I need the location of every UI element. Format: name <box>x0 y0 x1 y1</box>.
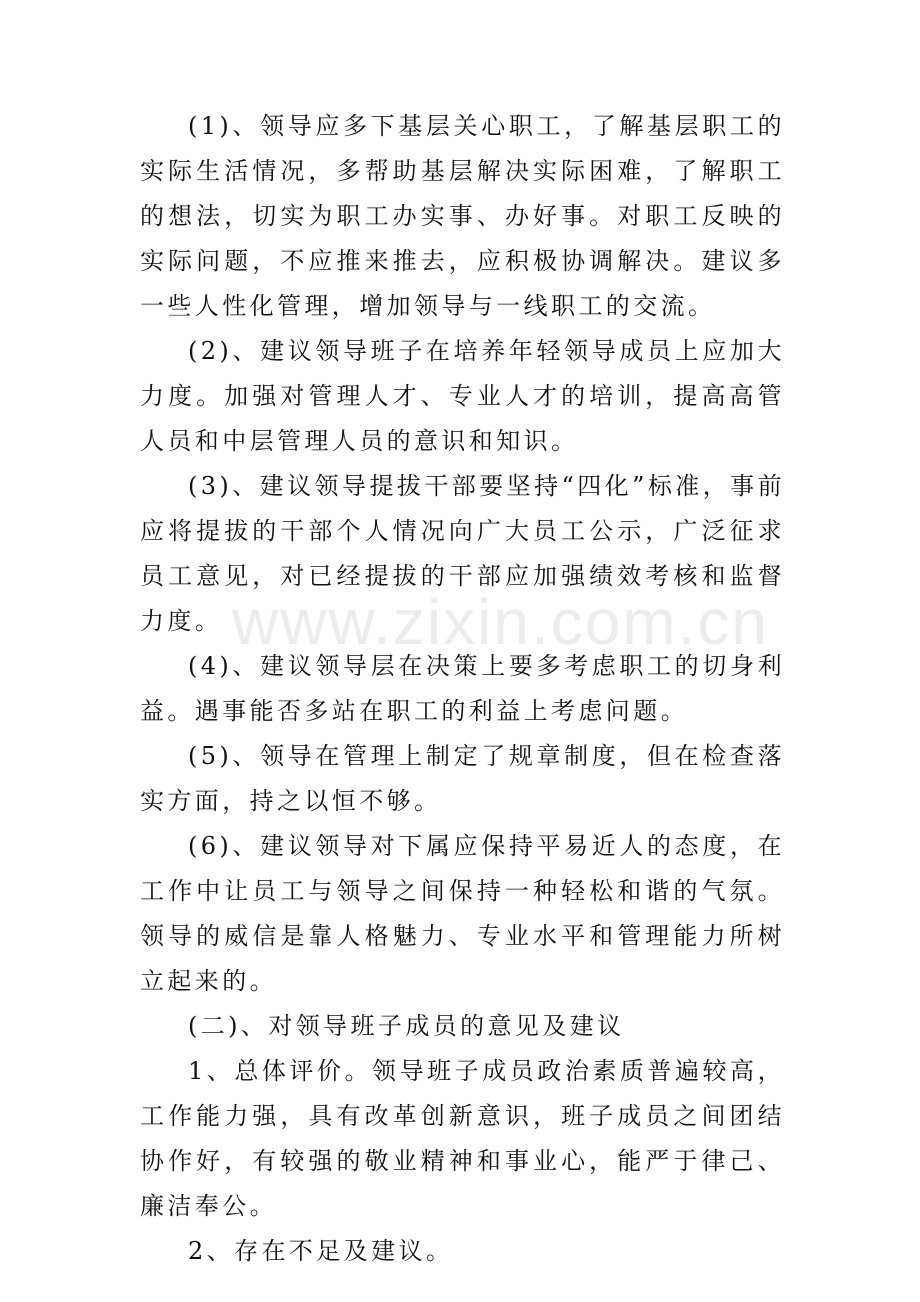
paragraph-overall-evaluation: 1、总体评价。领导班子成员政治素质普遍较高，工作能力强，具有改革创新意识，班子成员之间团结协作好，有较强的敬业精神和事业心，能严于律己、廉洁奉公。 <box>140 1057 785 1220</box>
paragraph-3: (3)、建议领导提拔干部要坚持“四化”标准，事前应将提拔的干部个人情况向广大员工公示，广泛征求员工意见，对已经提拔的干部应加强绩效考核和监督力度。 <box>140 472 785 635</box>
paragraph-6: (6)、建议领导对下属应保持平易近人的态度，在工作中让员工与领导之间保持一种轻松和谐的气氛。领导的威信是靠人格魅力、专业水平和管理能力所树立起来的。 <box>140 832 785 995</box>
watermark: www.zixin.com.cn <box>232 586 769 658</box>
paragraph-2: (2)、建议领导班子在培养年轻领导成员上应加大力度。加强对管理人才、专业人才的培训，提高高管人员和中层管理人员的意识和知识。 <box>140 337 785 455</box>
paragraph-1: (1)、领导应多下基层关心职工，了解基层职工的实际生活情况，多帮助基层解决实际困难，了解职工的想法，切实为职工办实事、办好事。对职工反映的实际问题，不应推来推去，应积极协调解决。建议多一些人性化管理，增加领导与一线职工的交流。 <box>140 112 785 320</box>
document-body <box>140 104 785 1274</box>
paragraph-5: (5)、领导在管理上制定了规章制度，但在检查落实方面，持之以恒不够。 <box>140 742 785 815</box>
paragraph-4: (4)、建议领导层在决策上要多考虑职工的切身利益。遇事能否多站在职工的利益上考虑问题。 <box>140 652 785 725</box>
section-heading: (二)、对领导班子成员的意见及建议 <box>188 1012 625 1040</box>
paragraph-shortcomings: 2、存在不足及建议。 <box>188 1237 454 1265</box>
